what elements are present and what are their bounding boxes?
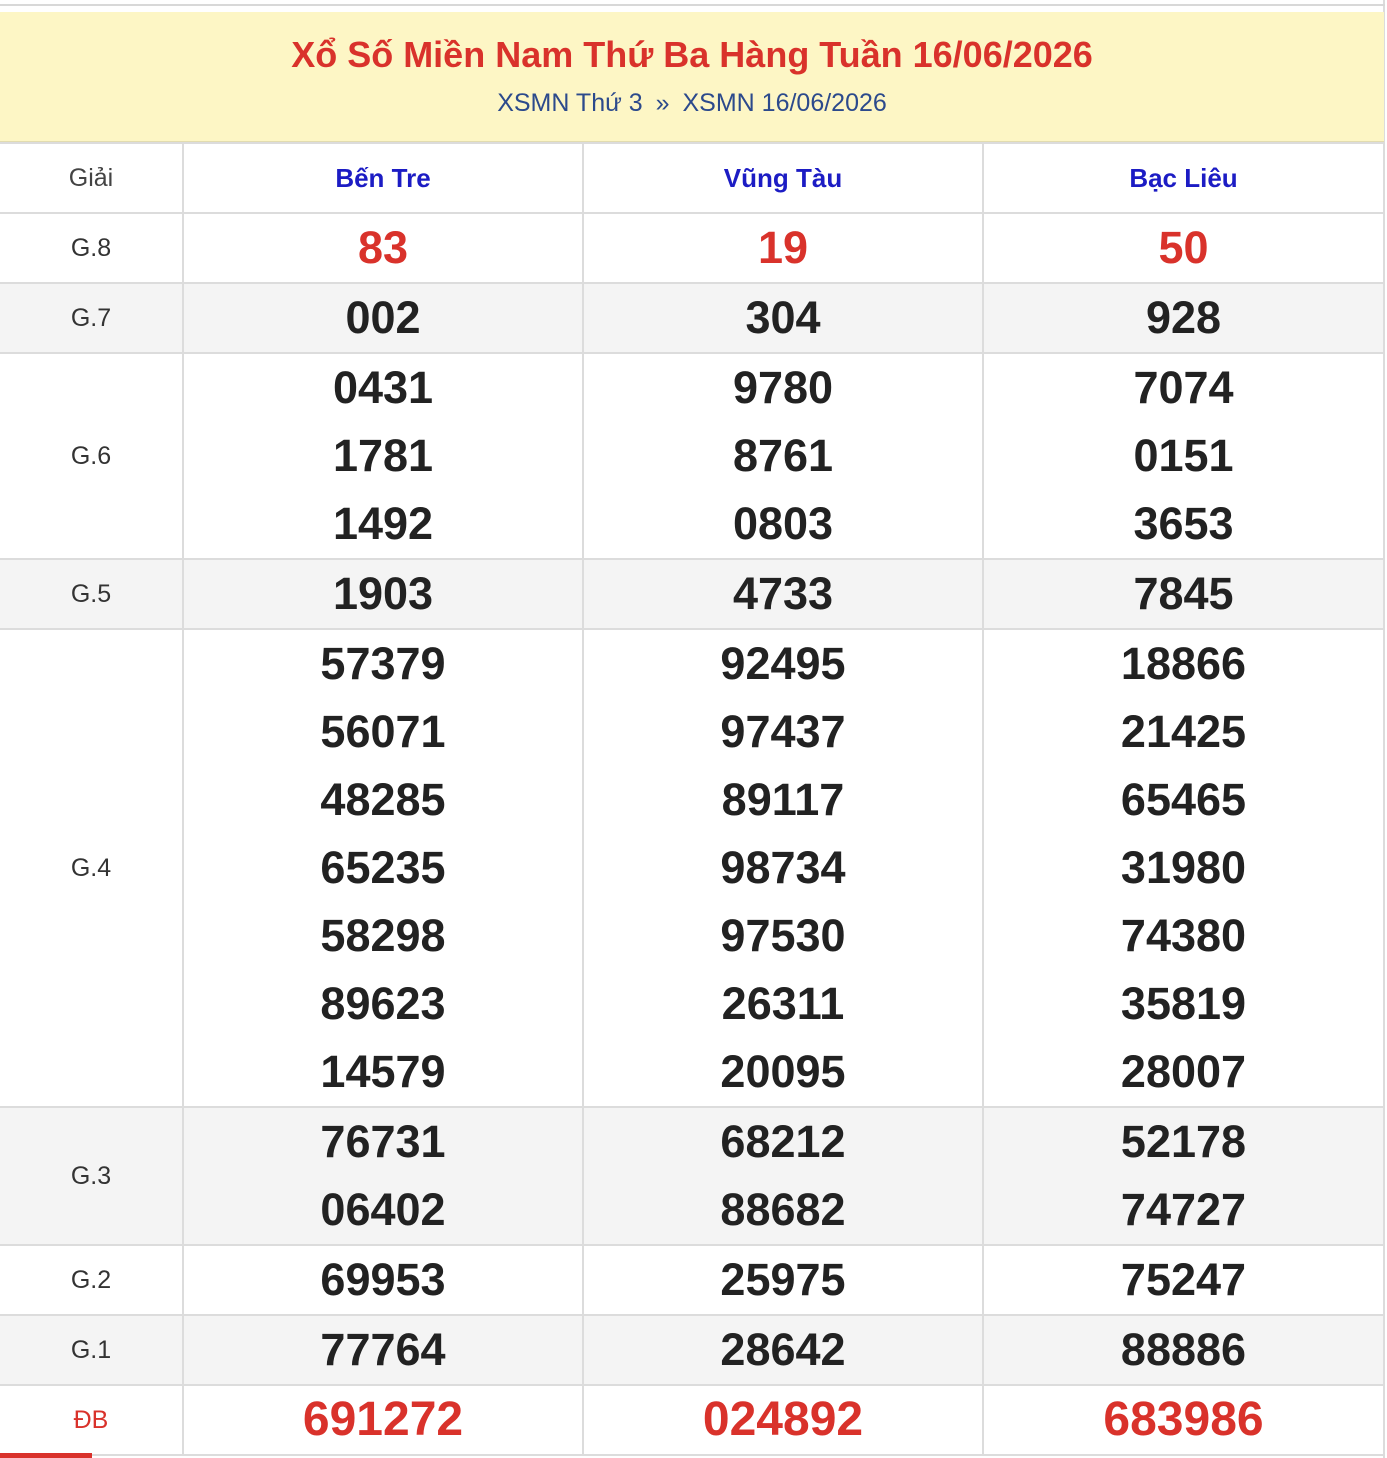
result-number: 26311 (721, 978, 845, 1029)
prize-g-4-label: G.4 (0, 629, 183, 1107)
result-number-list (184, 214, 582, 282)
prize-db-label: ĐB (0, 1385, 183, 1455)
result-number: 683986 (1103, 1393, 1264, 1446)
result-number-list (984, 284, 1383, 352)
result-number: 304 (745, 292, 821, 343)
result-cell-bac-lieu (983, 283, 1384, 353)
result-cell-ben-tre (183, 1315, 583, 1385)
result-number: 75247 (1120, 1254, 1247, 1305)
result-number: 35819 (1120, 978, 1247, 1029)
result-cell-vung-tau (583, 1245, 983, 1315)
result-number: 65465 (1120, 774, 1247, 825)
result-number: 691272 (302, 1393, 464, 1446)
bottom-accent-bar (0, 1453, 92, 1458)
table-row (0, 1315, 1384, 1385)
result-number-list (984, 560, 1383, 628)
result-number: 68212 (720, 1116, 846, 1167)
result-number: 74380 (1120, 910, 1247, 961)
result-number: 4733 (732, 568, 834, 619)
result-number: 14579 (320, 1046, 446, 1097)
prize-g-1-label: G.1 (0, 1315, 183, 1385)
result-cell-ben-tre (183, 559, 583, 629)
result-number: 28642 (720, 1324, 846, 1375)
top-divider (0, 4, 1385, 6)
result-cell-vung-tau (583, 353, 983, 559)
table-header-row (0, 143, 1384, 213)
result-number: 1903 (332, 568, 434, 619)
result-number: 21425 (1120, 706, 1247, 757)
result-cell-vung-tau (583, 1315, 983, 1385)
result-cell-bac-lieu (983, 1385, 1384, 1455)
result-number: 9780 (732, 362, 834, 413)
result-number: 58298 (320, 910, 446, 961)
result-cell-vung-tau (583, 1385, 983, 1455)
result-cell-ben-tre (183, 283, 583, 353)
result-number-list (584, 630, 982, 1106)
result-number: 89117 (721, 774, 845, 825)
result-number-list (984, 354, 1383, 558)
results-table (0, 142, 1385, 1456)
table-row (0, 559, 1384, 629)
result-number-list (984, 214, 1383, 282)
prize-g-5-label: G.5 (0, 559, 183, 629)
result-number: 56071 (320, 706, 446, 757)
table-row (0, 213, 1384, 283)
result-number: 7074 (1133, 362, 1234, 413)
prize-g-7-label: G.7 (0, 283, 183, 353)
result-number: 88886 (1120, 1324, 1247, 1375)
result-number: 57379 (320, 638, 446, 689)
result-number-list (584, 214, 982, 282)
results-header (0, 12, 1384, 142)
page-title: Xổ Số Miền Nam Thứ Ba Hàng Tuần 16/06/2026 (291, 34, 1093, 75)
result-cell-bac-lieu (983, 559, 1384, 629)
result-number: 06402 (320, 1184, 446, 1235)
result-number: 0151 (1133, 430, 1234, 481)
result-number: 8761 (732, 430, 834, 481)
result-number: 024892 (702, 1393, 864, 1446)
prize-g-2-label: G.2 (0, 1245, 183, 1315)
result-number-list (584, 1246, 982, 1314)
result-cell-ben-tre (183, 353, 583, 559)
table-row (0, 353, 1384, 559)
result-cell-ben-tre (183, 1107, 583, 1245)
result-number-list (184, 1108, 582, 1244)
result-number-list (184, 354, 582, 558)
result-number: 0431 (332, 362, 434, 413)
result-cell-vung-tau (583, 283, 983, 353)
result-number: 98734 (720, 842, 846, 893)
breadcrumb-link-date[interactable]: XSMN 16/06/2026 (682, 89, 887, 117)
result-number-list (584, 1386, 982, 1454)
result-cell-bac-lieu (983, 1315, 1384, 1385)
result-number-list (584, 1108, 982, 1244)
result-number: 20095 (720, 1046, 846, 1097)
prize-column-header: Giải (0, 143, 183, 213)
result-cell-vung-tau (583, 213, 983, 283)
result-number: 002 (345, 292, 421, 343)
result-number: 18866 (1120, 638, 1247, 689)
result-number-list (184, 1246, 582, 1314)
result-cell-vung-tau (583, 629, 983, 1107)
result-number: 52178 (1120, 1116, 1247, 1167)
result-number-list (984, 1386, 1383, 1454)
result-number: 0803 (732, 498, 834, 549)
table-row (0, 283, 1384, 353)
table-row (0, 1245, 1384, 1315)
result-number: 74727 (1120, 1184, 1247, 1235)
result-number: 83 (357, 222, 409, 273)
result-cell-bac-lieu (983, 1107, 1384, 1245)
table-row (0, 629, 1384, 1107)
result-cell-bac-lieu (983, 353, 1384, 559)
result-number: 89623 (320, 978, 446, 1029)
result-cell-vung-tau (583, 559, 983, 629)
result-number: 19 (757, 222, 809, 273)
result-cell-ben-tre (183, 1385, 583, 1455)
result-cell-ben-tre (183, 629, 583, 1107)
result-cell-ben-tre (183, 1245, 583, 1315)
prize-g-6-label: G.6 (0, 353, 183, 559)
breadcrumb-separator: » (655, 89, 670, 117)
result-number: 31980 (1120, 842, 1247, 893)
result-number-list (584, 1316, 982, 1384)
result-number-list (984, 1316, 1383, 1384)
result-number-list (184, 560, 582, 628)
table-row (0, 1385, 1384, 1455)
result-number: 48285 (320, 774, 446, 825)
result-number: 928 (1145, 292, 1222, 343)
result-cell-ben-tre (183, 213, 583, 283)
result-number-list (984, 1108, 1383, 1244)
result-number: 77764 (320, 1324, 446, 1375)
result-cell-vung-tau (583, 1107, 983, 1245)
province-header-bac-lieu[interactable]: Bạc Liêu (983, 143, 1384, 213)
breadcrumb-link-weekday[interactable]: XSMN Thứ 3 (497, 89, 643, 117)
prize-g-3-label: G.3 (0, 1107, 183, 1245)
result-number-list (584, 354, 982, 558)
result-number: 97437 (720, 706, 846, 757)
result-cell-bac-lieu (983, 629, 1384, 1107)
breadcrumb (0, 88, 1384, 118)
result-number-list (984, 1246, 1383, 1314)
province-header-vung-tau[interactable]: Vũng Tàu (583, 143, 983, 213)
result-number-list (584, 560, 982, 628)
result-cell-bac-lieu (983, 1245, 1384, 1315)
result-number: 97530 (720, 910, 846, 961)
result-number: 50 (1158, 222, 1209, 273)
result-number: 76731 (320, 1116, 446, 1167)
table-row (0, 1107, 1384, 1245)
result-number: 65235 (320, 842, 446, 893)
result-number-list (184, 1316, 582, 1384)
result-number: 3653 (1133, 498, 1234, 549)
result-number-list (184, 1386, 582, 1454)
result-number-list (984, 630, 1383, 1106)
result-number-list (184, 630, 582, 1106)
result-number: 88682 (720, 1184, 846, 1235)
result-number: 1492 (332, 498, 434, 549)
result-number-list (184, 284, 582, 352)
prize-g-8-label: G.8 (0, 213, 183, 283)
result-number: 7845 (1133, 568, 1234, 619)
result-cell-bac-lieu (983, 213, 1384, 283)
result-number: 69953 (320, 1254, 446, 1305)
province-header-ben-tre[interactable]: Bến Tre (183, 143, 583, 213)
result-number: 1781 (332, 430, 434, 481)
result-number: 92495 (720, 638, 846, 689)
result-number-list (584, 284, 982, 352)
result-number: 28007 (1120, 1046, 1247, 1097)
result-number: 25975 (720, 1254, 846, 1305)
